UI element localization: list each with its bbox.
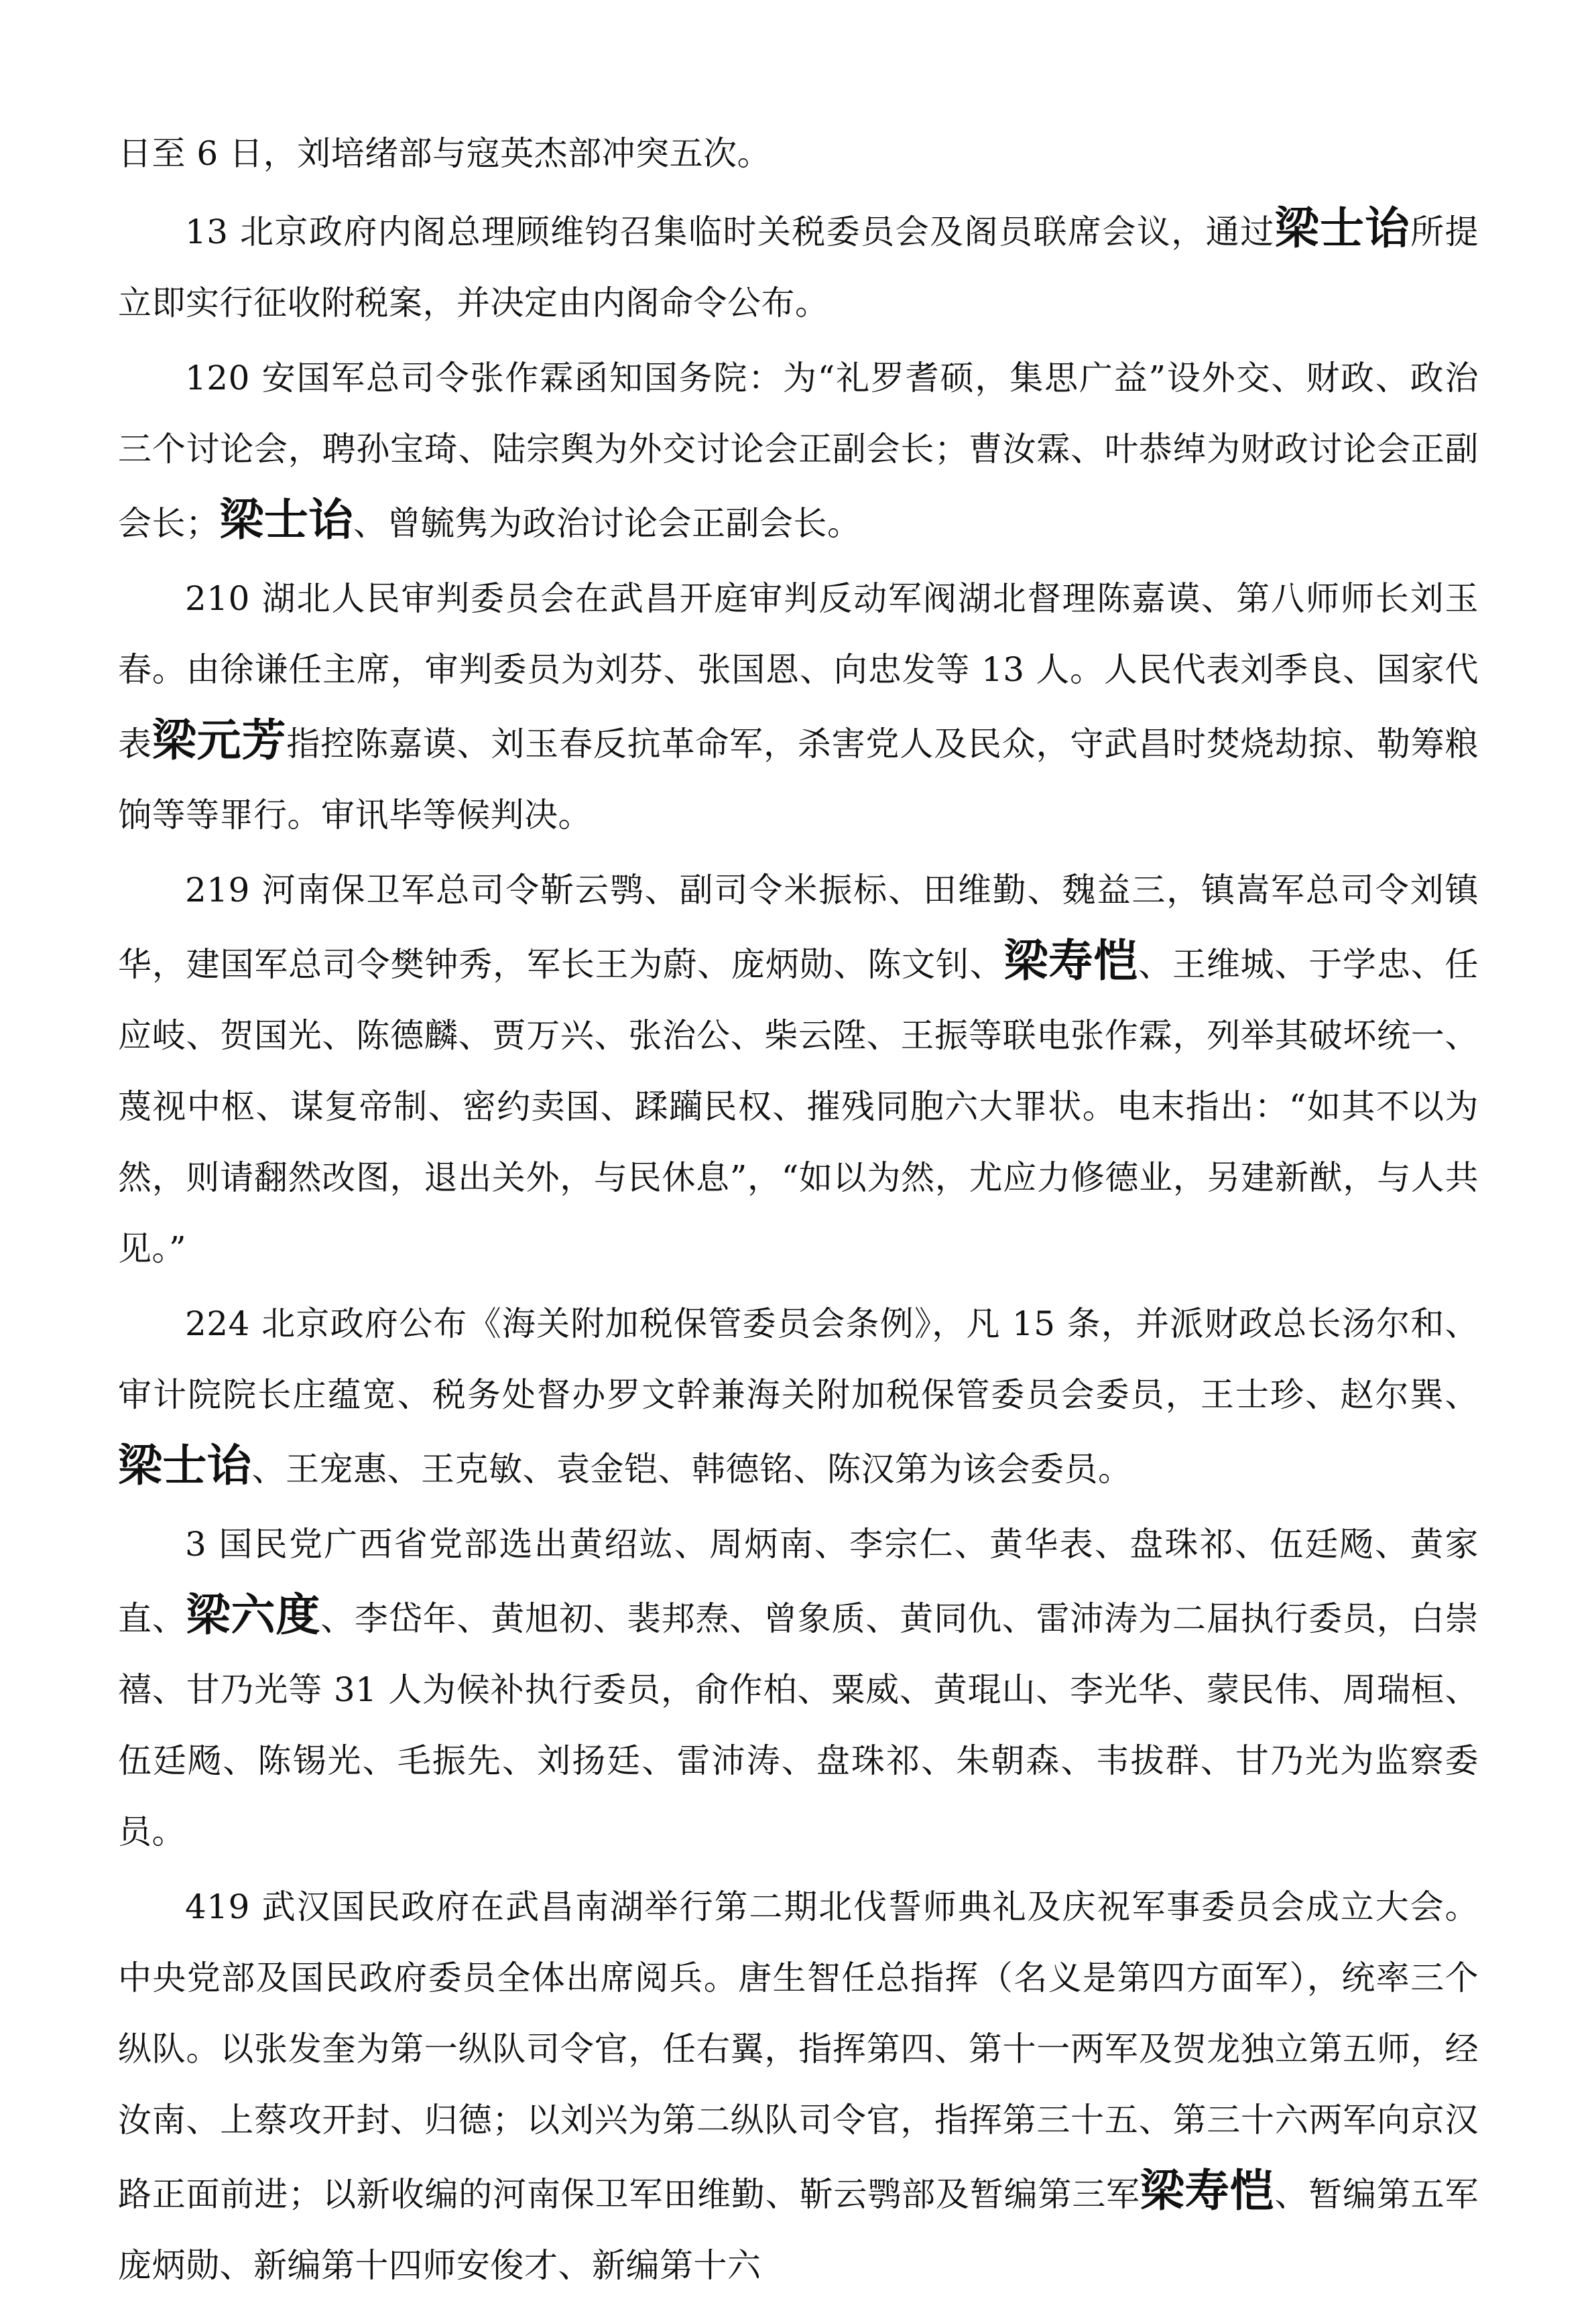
para-2 <box>118 342 1479 559</box>
para-6-seg-0: 3 国民党广西省党部选出黄绍竑、周炳南、李宗仁、黄华表、盘珠祁、伍廷飏、黄家直、 <box>118 1525 1479 1638</box>
para-5-seg-2: 、王宠惠、王克敏、袁金铠、韩德铭、陈汉第为该会委员。 <box>251 1450 1132 1489</box>
para-1-seg-0: 13 北京政府内阁总理顾维钧召集临时关税委员会及阁员联席会议，通过 <box>185 212 1275 251</box>
para-1 <box>118 193 1479 338</box>
para-1-seg-2: 所提立即实行征收附税案，并决定由内阁命令公布。 <box>118 212 1479 322</box>
para-0 <box>118 118 1479 189</box>
para-0-seg-0: 日至 6 日，刘培绪部与寇英杰部冲突五次。 <box>118 134 772 173</box>
para-4 <box>118 855 1479 1284</box>
para-2-seg-0: 120 安国军总司令张作霖函知国务院：为“礼罗耆硕，集思广益”设外交、财政、政治三个讨论会，聘孙宝琦、陆宗舆为外交讨论会正副会长；曹汝霖、叶恭绰为财政讨论会正副会长； <box>118 359 1479 543</box>
highlighted-name: 梁士诒 <box>1274 202 1411 254</box>
document-page <box>118 118 1479 2305</box>
highlighted-name: 梁士诒 <box>219 494 353 546</box>
para-7-seg-0: 419 武汉国民政府在武昌南湖举行第二期北伐誓师典礼及庆祝军事委员会成立大会。中央党部及国民政府委员全体出席阅兵。唐生智任总指挥（名义是第四方面军），统率三个纵队。以张发奎为第一纵队司令官，任右翼，指挥第四、第十一两军及贺龙独立第五师，经汝南、上蔡攻开封、归德；以刘兴为第二纵队司令官，指挥第三十五、第三十六两军向京汉路正面前进；以新收编的河南保卫军田维勤、靳云鹗部及暂编第三军 <box>118 1887 1479 2214</box>
para-3-seg-0: 210 湖北人民审判委员会在武昌开庭审判反动军阀湖北督理陈嘉谟、第八师师长刘玉春。由徐谦任主席，审判委员为刘芬、张国恩、向忠发等 13 人。人民代表刘季良、国家代表 <box>118 579 1479 763</box>
para-6-seg-2: 、李岱年、黄旭初、裴邦焘、曾象质、黄同仇、雷沛涛为二届执行委员，白崇禧、甘乃光等 31 人为候补执行委员，俞作柏、粟威、黄琨山、李光华、蒙民伟、周瑞桓、伍廷飏、陈锡光、毛振先、刘扬廷、雷沛涛、盘珠祁、朱朝森、韦拔群、甘乃光为监察委员。 <box>118 1599 1479 1851</box>
para-5-seg-0: 224 北京政府公布《海关附加税保管委员会条例》，凡 15 条，并派财政总长汤尔和、审计院院长庄蕴宽、税务处督办罗文幹兼海关附加税保管委员会委员，王士珍、赵尔巽、 <box>118 1304 1479 1414</box>
highlighted-name: 梁寿恺 <box>1003 935 1139 987</box>
para-4-seg-2: 、王维城、于学忠、任应岐、贺国光、陈德麟、贾万兴、张治公、柴云陞、王振等联电张作霖，列举其破坏统一、蔑视中枢、谋复帝制、密约卖国、蹂躏民权、摧残同胞六大罪状。电末指出：“如其不以为然，则请翻然改图，退出关外，与民休息”，“如以为然，尤应力修德业，另建新猷，与人共见。” <box>118 945 1479 1268</box>
para-3 <box>118 563 1479 851</box>
highlighted-name: 梁六度 <box>186 1589 321 1641</box>
para-7 <box>118 1871 1479 2301</box>
highlighted-name: 梁元芳 <box>151 714 287 766</box>
para-5 <box>118 1288 1479 1505</box>
para-4-seg-0: 219 河南保卫军总司令靳云鹗、副司令米振标、田维勤、魏益三，镇嵩军总司令刘镇华，建国军总司令樊钟秀，军长王为蔚、庞炳勋、陈文钊、 <box>118 871 1479 984</box>
highlighted-name: 梁士诒 <box>118 1440 252 1491</box>
highlighted-name: 梁寿恺 <box>1140 2165 1275 2217</box>
para-3-seg-2: 指控陈嘉谟、刘玉春反抗革命军，杀害党人及民众，守武昌时焚烧劫掠、勒筹粮饷等等罪行。审讯毕等候判决。 <box>118 725 1479 834</box>
para-7-seg-2: 、暂编第五军庞炳勋、新编第十四师安俊才、新编第十六 <box>118 2175 1479 2285</box>
para-6 <box>118 1509 1479 1867</box>
para-2-seg-2: 、曾毓隽为政治讨论会正副会长。 <box>353 504 861 543</box>
